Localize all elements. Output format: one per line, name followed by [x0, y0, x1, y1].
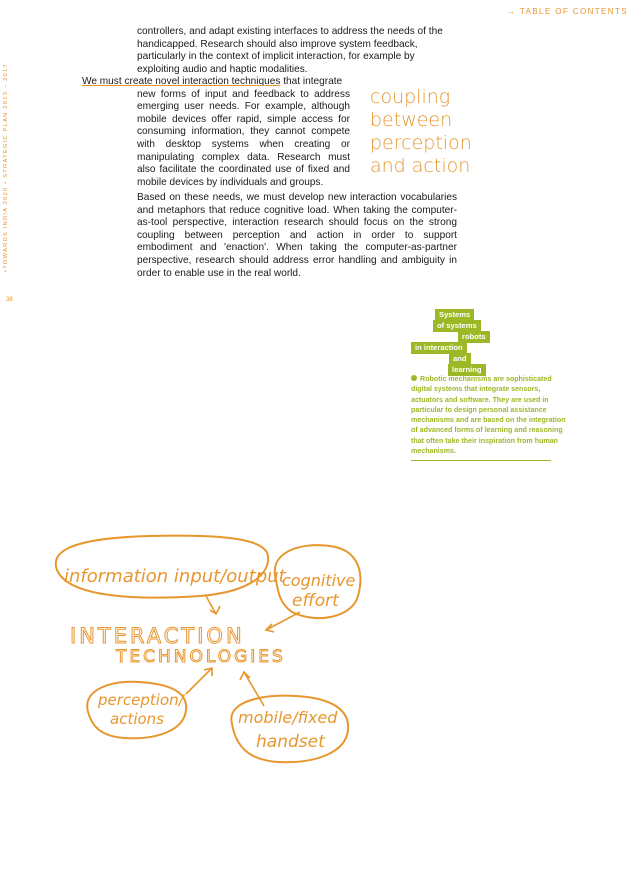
- tag-label: of systems: [433, 320, 481, 332]
- arrow-cognitive-to-center: [266, 612, 300, 632]
- body-paragraph-1: controllers, and adapt existing interfaces to address the needs of the handicapped. Research should also improve system feedback, particularly in the context of implicit interaction, for example by exploiting audio and haptic modalities.: [137, 26, 443, 75]
- body-paragraph-3: Based on these needs, we must develop new interaction vocabularies and metaphors that reduce cognitive load. When taking the computer-as-tool perspective, interaction research should focus on the strong coupling between perception and action in order to support embodiment and 'enaction'. When taking the computer-as-partner perspective, research should address error handling and ambiguity in order to enable use in the real world.: [137, 192, 457, 279]
- tag-label: robots: [458, 331, 490, 343]
- bubble-perception-label-2: actions: [110, 710, 164, 728]
- pull-quote-line: perception: [370, 132, 472, 154]
- tag-label: learning: [448, 364, 486, 376]
- bubble-mobile-label-2: handset: [256, 732, 325, 752]
- center-title-line-2: TECHNOLOGIES: [116, 647, 286, 667]
- running-title: •TOWARDS INRIA 2020 • STRATEGIC PLAN 2013 – 2017: [3, 63, 9, 272]
- bubble-mobile-label-1: mobile/fixed: [238, 708, 338, 727]
- center-title-line-1: INTERACTION: [70, 624, 245, 648]
- pull-quote-line: coupling: [370, 86, 451, 108]
- arrow-mobile-to-center: [240, 672, 264, 706]
- bubble-perception-label-1: perception/: [98, 691, 184, 709]
- table-of-contents-link[interactable]: → TABLE OF CONTENTS: [507, 7, 628, 16]
- bubble-cognitive-label-1: cognitive: [282, 571, 356, 590]
- pull-quote-line: and action: [370, 155, 471, 177]
- paragraph-2-rest: new forms of input and feedback to address emerging user needs. For example, although mobile devices offer rapid, simple access for consuming information, they cannot compete with desktop systems when creating or manipulating complex data. Research must also facilitate the coordinated use of fixed and mobile devices by individuals and groups.: [137, 88, 350, 188]
- tag-label: and: [449, 353, 471, 365]
- bubble-mobile: [231, 696, 348, 763]
- arrow-perception-to-center: [186, 668, 212, 694]
- tag-label: in interaction: [411, 342, 467, 354]
- page-number: 38: [6, 297, 13, 303]
- highlighted-lead: We must create novel interaction techniques: [82, 76, 281, 87]
- bubble-information-label: information input/output: [64, 566, 286, 587]
- pull-quote-line: between: [370, 109, 453, 131]
- tag-label: Systems: [435, 309, 474, 321]
- caption-text: Robotic mechanisms are sophisticated digital systems that integrate sensors, actuators and software. They are used in particular to design personal assistance mechanisms and are based on the integration of advanced forms of learning and reasoning that often take their inspiration from human mechanisms.: [411, 375, 566, 456]
- bubble-cognitive-label-2: effort: [292, 591, 339, 611]
- lead-rest: that integrate: [280, 76, 343, 87]
- arrow-info-to-center: [206, 596, 220, 614]
